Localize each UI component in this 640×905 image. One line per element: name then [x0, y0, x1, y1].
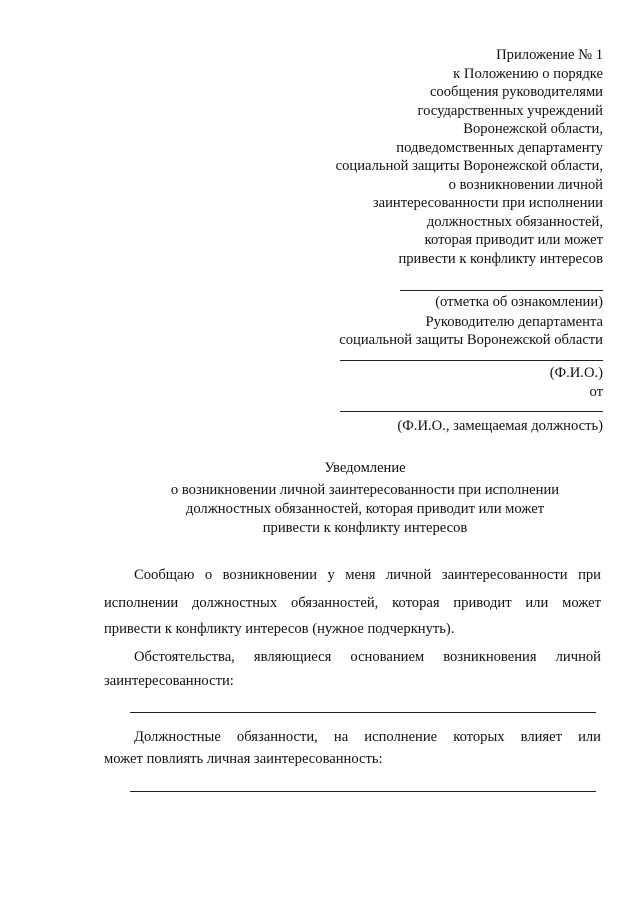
appendix-line: подведомственных департаменту: [396, 139, 603, 156]
recipient-fio-blank-line[interactable]: [340, 360, 603, 361]
appendix-line: Воронежской области,: [463, 121, 603, 137]
appendix-line: привести к конфликту интересов: [398, 250, 603, 267]
addressee-line-2: социальной защиты Воронежской области: [339, 332, 603, 348]
appendix-line: заинтересованности при исполнении: [372, 195, 603, 211]
body-p3-line: Должностные обязанности, на исполнение которых влияет или: [134, 729, 601, 745]
appendix-line: должностных обязанностей,: [426, 213, 603, 230]
appendix-line: которая приводит или может: [424, 232, 603, 248]
appendix-line: Приложение № 1: [496, 47, 603, 63]
body-p2-line: Обстоятельства, являющиеся основанием возникновения личной: [134, 649, 601, 665]
appendix-line: о возникновении личной: [448, 176, 603, 193]
body-p2-line: заинтересованности:: [104, 673, 234, 689]
body-p1-line: привести к конфликту интересов (нужное подчеркнуть).: [104, 621, 455, 637]
sender-label: (Ф.И.О., замещаемая должность): [397, 418, 603, 434]
addressee-line-1: Руководителю департамента: [425, 314, 603, 330]
circumstances-blank-line[interactable]: [130, 712, 596, 713]
notice-subtitle-line: должностных обязанностей, которая приводит или может: [185, 501, 545, 517]
from-label: от: [589, 384, 603, 400]
appendix-line: государственных учреждений: [417, 102, 603, 119]
appendix-line: к Положению о порядке: [453, 65, 603, 82]
duties-blank-line[interactable]: [130, 791, 596, 792]
notice-title: Уведомление: [324, 460, 406, 476]
fio-label: (Ф.И.О.): [549, 365, 603, 381]
appendix-line: социальной защиты Воронежской области,: [335, 158, 603, 174]
body-p1-line: исполнении должностных обязанностей, которая приводит или может: [104, 595, 601, 611]
notice-subtitle-line: о возникновении личной заинтересованности при исполнении: [170, 482, 560, 498]
acknowledgment-blank-line[interactable]: [400, 290, 603, 291]
body-p3-line: может повлиять личная заинтересованность:: [104, 751, 383, 767]
appendix-header: [336, 46, 603, 268]
notice-subtitle-line: привести к конфликту интересов: [262, 520, 468, 536]
body-p1-line: Сообщаю о возникновении у меня личной заинтересованности при: [134, 567, 601, 583]
appendix-line: сообщения руководителями: [429, 84, 603, 100]
acknowledgment-note: (отметка об ознакомлении): [435, 294, 603, 310]
sender-blank-line[interactable]: [340, 411, 603, 412]
